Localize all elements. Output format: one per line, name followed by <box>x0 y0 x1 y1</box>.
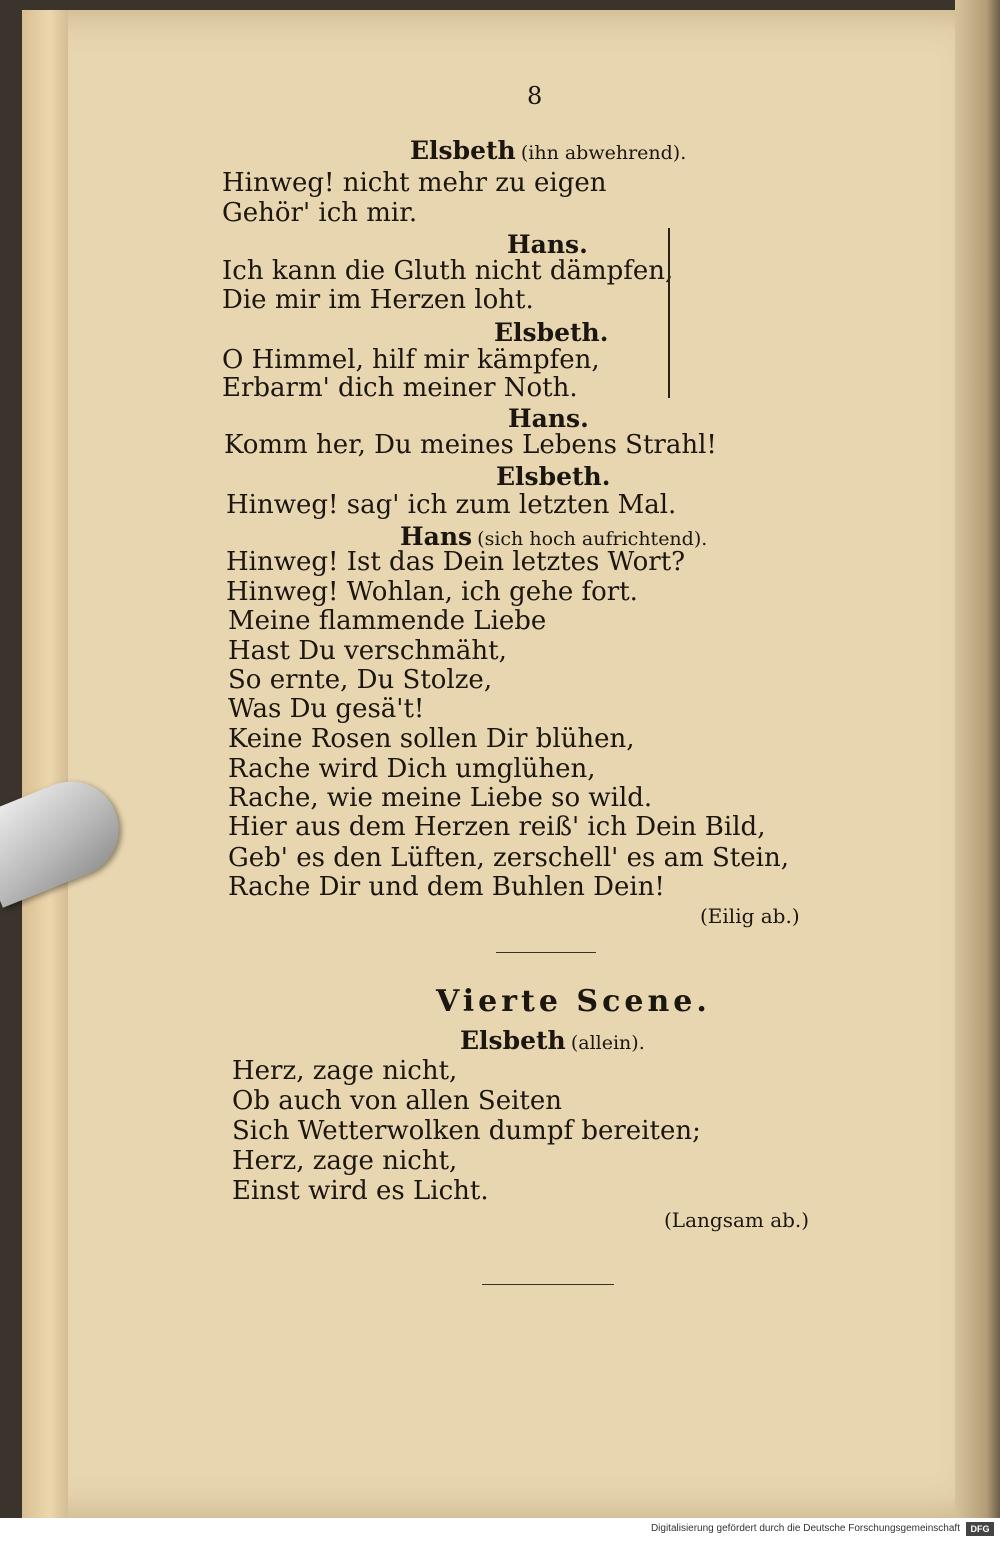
speaker-line <box>460 1026 645 1055</box>
verse-line: Herz, zage nicht, <box>232 1056 458 1086</box>
exit-direction: (Eilig ab.) <box>700 904 800 928</box>
verse-line: Hinweg! Ist das Dein letztes Wort? <box>226 547 686 577</box>
verse-line: Keine Rosen sollen Dir blühen, <box>228 724 635 754</box>
verse-line: Herz, zage nicht, <box>232 1146 458 1176</box>
stage-direction: (ihn abwehrend). <box>520 142 687 164</box>
verse-line: Meine flammende Liebe <box>228 606 547 636</box>
verse-line: Ob auch von allen Seiten <box>232 1086 563 1116</box>
page-number: 8 <box>527 82 543 110</box>
verse-line: Rache Dir und dem Buhlen Dein! <box>228 872 665 902</box>
speaker-name: Hans <box>400 522 473 551</box>
page-gutter <box>22 10 68 1518</box>
next-page-edge <box>955 0 1000 1541</box>
speaker-name: Hans. <box>507 230 588 259</box>
footer-bar <box>0 1518 1000 1541</box>
simultaneous-brace <box>658 228 670 398</box>
speaker-name: Elsbeth. <box>494 318 609 347</box>
verse-line: Ich kann die Gluth nicht dämpfen, <box>222 256 674 286</box>
verse-line: Rache, wie meine Liebe so wild. <box>228 783 653 813</box>
section-rule <box>496 952 596 953</box>
verse-line: O Himmel, hilf mir kämpfen, <box>222 345 600 375</box>
verse-line: Hinweg! sag' ich zum letzten Mal. <box>226 490 677 520</box>
dfg-logo: DFG <box>966 1522 994 1536</box>
verse-line: Die mir im Herzen loht. <box>222 285 534 315</box>
speaker-name: Elsbeth. <box>496 462 611 491</box>
verse-line: Hier aus dem Herzen reiß' ich Dein Bild, <box>228 812 766 842</box>
verse-line: Geb' es den Lüften, zerschell' es am Stein, <box>228 843 789 873</box>
verse-line: Sich Wetterwolken dumpf bereiten; <box>232 1116 701 1146</box>
verse-line: Gehör' ich mir. <box>222 198 418 228</box>
verse-line: Hast Du verschmäht, <box>228 636 507 666</box>
verse-line: Erbarm' dich meiner Noth. <box>222 373 578 403</box>
stage-direction: (allein). <box>570 1032 645 1054</box>
funding-credit: Digitalisierung gefördert durch die Deutsche Forschungsgemeinschaft <box>650 1523 960 1534</box>
exit-direction: (Langsam ab.) <box>664 1208 810 1232</box>
verse-line: Rache wird Dich umglühen, <box>228 754 596 784</box>
verse-line: Hinweg! Wohlan, ich gehe fort. <box>226 577 638 607</box>
speaker-name: Elsbeth <box>410 136 516 165</box>
section-rule <box>482 1284 614 1285</box>
verse-line: Komm her, Du meines Lebens Strahl! <box>224 430 717 460</box>
verse-line: Hinweg! nicht mehr zu eigen <box>222 168 607 198</box>
verse-line: Was Du gesä't! <box>228 694 425 724</box>
speaker-name: Elsbeth <box>460 1026 566 1055</box>
scene-title: Vierte Scene. <box>436 984 711 1019</box>
speaker-line <box>410 136 686 165</box>
stage-direction: (sich hoch aufrichtend). <box>477 528 708 550</box>
verse-line: So ernte, Du Stolze, <box>228 665 493 695</box>
speaker-name: Hans. <box>508 404 589 433</box>
verse-line: Einst wird es Licht. <box>232 1176 489 1206</box>
